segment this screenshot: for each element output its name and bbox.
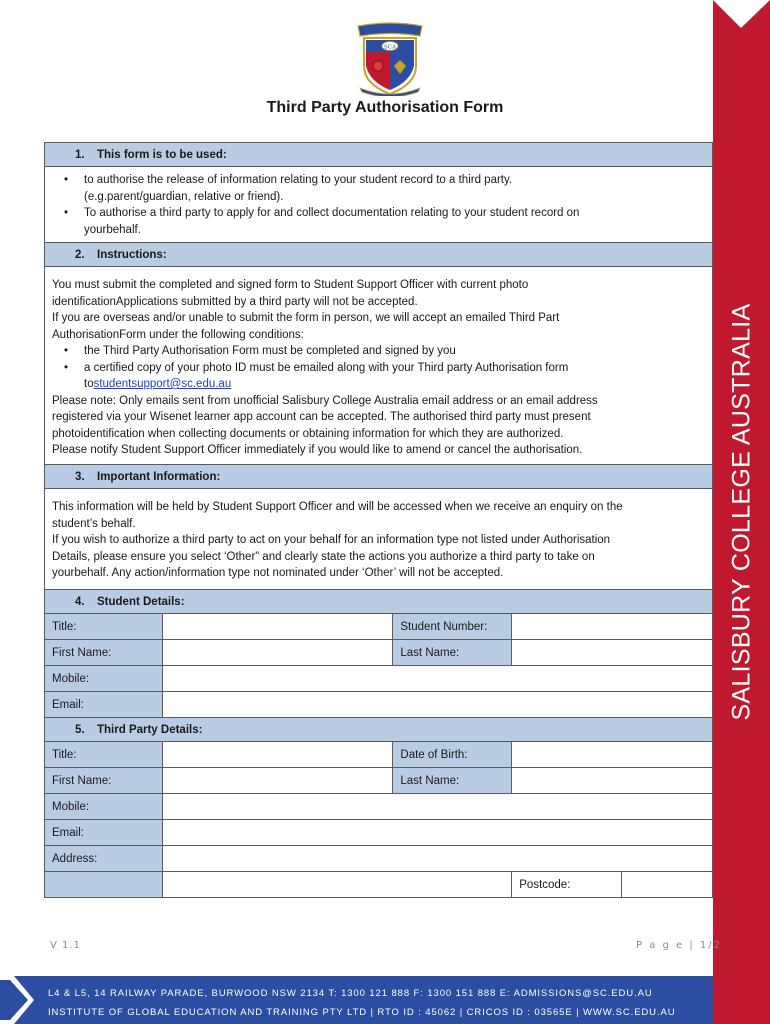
third-party-address-field[interactable] [162, 846, 712, 872]
student-number-label: Student Number: [393, 614, 512, 640]
instructions-text: AuthorisationForm under the following conditions: [52, 328, 304, 341]
address-label: Address: [45, 846, 163, 872]
footer-company: INSTITUTE OF GLOBAL EDUCATION AND TRAINING PTY LTD | RTO ID : 45062 | CRICOS ID : 03565E | WWW.SC.EDU.AU [48, 1007, 676, 1018]
version-label: V 1.1 [50, 940, 81, 951]
instructions-text: If you are overseas and/or unable to submit the form in person, we will accept an emailed Third Part [52, 312, 560, 324]
table-row [45, 640, 713, 666]
list-item: • a certified copy of your photo ID must be emailed along with your Third party Authorisation form tostudentsupport@sc.edu.au [64, 361, 569, 390]
table-row [45, 742, 713, 768]
title-label: Title: [45, 742, 163, 768]
note-text: registered via your Wisenet learner app account can be accepted. The authorised third party must present [52, 411, 591, 423]
first-name-label: First Name: [45, 640, 163, 666]
table-row [45, 872, 713, 898]
section-4-header: 4. Student Details: [45, 590, 713, 614]
table-row [45, 614, 713, 640]
list-item: • to authorise the release of information relating to your student record to a third party. (e.g.parent/guardian, relative or friend). [64, 174, 513, 203]
form-title: Third Party Authorisation Form [266, 99, 504, 116]
college-crest-logo [354, 22, 426, 96]
third-party-mobile-field[interactable] [162, 794, 712, 820]
student-mobile-field[interactable] [162, 666, 712, 692]
table-row [45, 846, 713, 872]
instructions-text: identificationApplications submitted by a third party will not be accepted. [52, 295, 418, 308]
section-3-header: 3. Important Information: [45, 465, 713, 489]
address-continued-cell [45, 872, 163, 898]
instructions-text: You must submit the completed and signed form to Student Support Officer with current photo [52, 279, 529, 291]
section-1-body [45, 167, 713, 243]
last-name-label: Last Name: [393, 640, 512, 666]
student-email-field[interactable] [162, 692, 712, 718]
student-last-name-field[interactable] [512, 640, 713, 666]
title-label: Title: [45, 614, 163, 640]
student-number-field[interactable] [512, 614, 713, 640]
third-party-last-name-field[interactable] [512, 768, 713, 794]
section-2-header: 2. Instructions: [45, 243, 713, 267]
page-number: P a g e | 1/2 [636, 940, 723, 951]
table-row [45, 820, 713, 846]
first-name-label: First Name: [45, 768, 163, 794]
email-label: Email: [45, 820, 163, 846]
date-of-birth-label: Date of Birth: [393, 742, 512, 768]
note-text: Please notify Student Support Officer immediately if you would like to amend or cancel the authorisation. [52, 444, 583, 456]
note-text: photoidentification when collecting documents or obtaining information for which they are authorized. [52, 427, 564, 440]
list-item: • To authorise a third party to apply for and collect documentation relating to your student record on yourbehalf. [64, 207, 580, 236]
section-2-body [45, 267, 713, 465]
side-banner-text: SALISBURY COLLEGE AUSTRALIA [727, 303, 756, 721]
third-party-address-line2-field[interactable] [162, 872, 511, 898]
list-item: • the Third Party Authorisation Form must be completed and signed by you [64, 345, 456, 357]
third-party-email-field[interactable] [162, 820, 712, 846]
section-1-header: 1. This form is to be used: [45, 143, 713, 167]
third-party-title-field[interactable] [162, 742, 393, 768]
third-party-dob-field[interactable] [512, 742, 713, 768]
section-5-header: 5. Third Party Details: [45, 718, 713, 742]
authorisation-form-table [44, 142, 713, 898]
student-title-field[interactable] [162, 614, 393, 640]
footer-address: L4 & L5, 14 RAILWAY PARADE, BURWOOD NSW 2134 T: 1300 121 888 F: 1300 151 888 E: ADMISSIONS@SC.EDU.AU [48, 988, 653, 999]
mobile-label: Mobile: [45, 794, 163, 820]
email-label: Email: [45, 692, 163, 718]
table-row [45, 692, 713, 718]
section-3-body: This information will be held by Student Support Officer and will be accessed when we receive an enquiry on the student’s behalf. If you wish to authorize a third party to act on your behalf for an information type not listed under Authorisation Details, please ensure you select ‘Other” and clearly state the actions you authorize a third party to take on yourbehalf. Any action/information type not nominated under ‘Other’ will not be accepted. [45, 489, 713, 590]
last-name-label: Last Name: [393, 768, 512, 794]
student-first-name-field[interactable] [162, 640, 393, 666]
postcode-field[interactable] [622, 872, 713, 898]
table-row [45, 768, 713, 794]
banner-notch-icon [713, 0, 770, 30]
footer-arrow-icon [0, 976, 40, 1024]
postcode-label: Postcode: [512, 872, 622, 898]
support-email-link[interactable]: studentsupport@sc.edu.au [93, 378, 232, 390]
table-row [45, 794, 713, 820]
table-row [45, 666, 713, 692]
third-party-first-name-field[interactable] [162, 768, 393, 794]
note-text: Please note: Only emails sent from unofficial Salisbury College Australia email address or an email address [52, 394, 598, 407]
crest-letters: SCA [384, 44, 396, 51]
mobile-label: Mobile: [45, 666, 163, 692]
